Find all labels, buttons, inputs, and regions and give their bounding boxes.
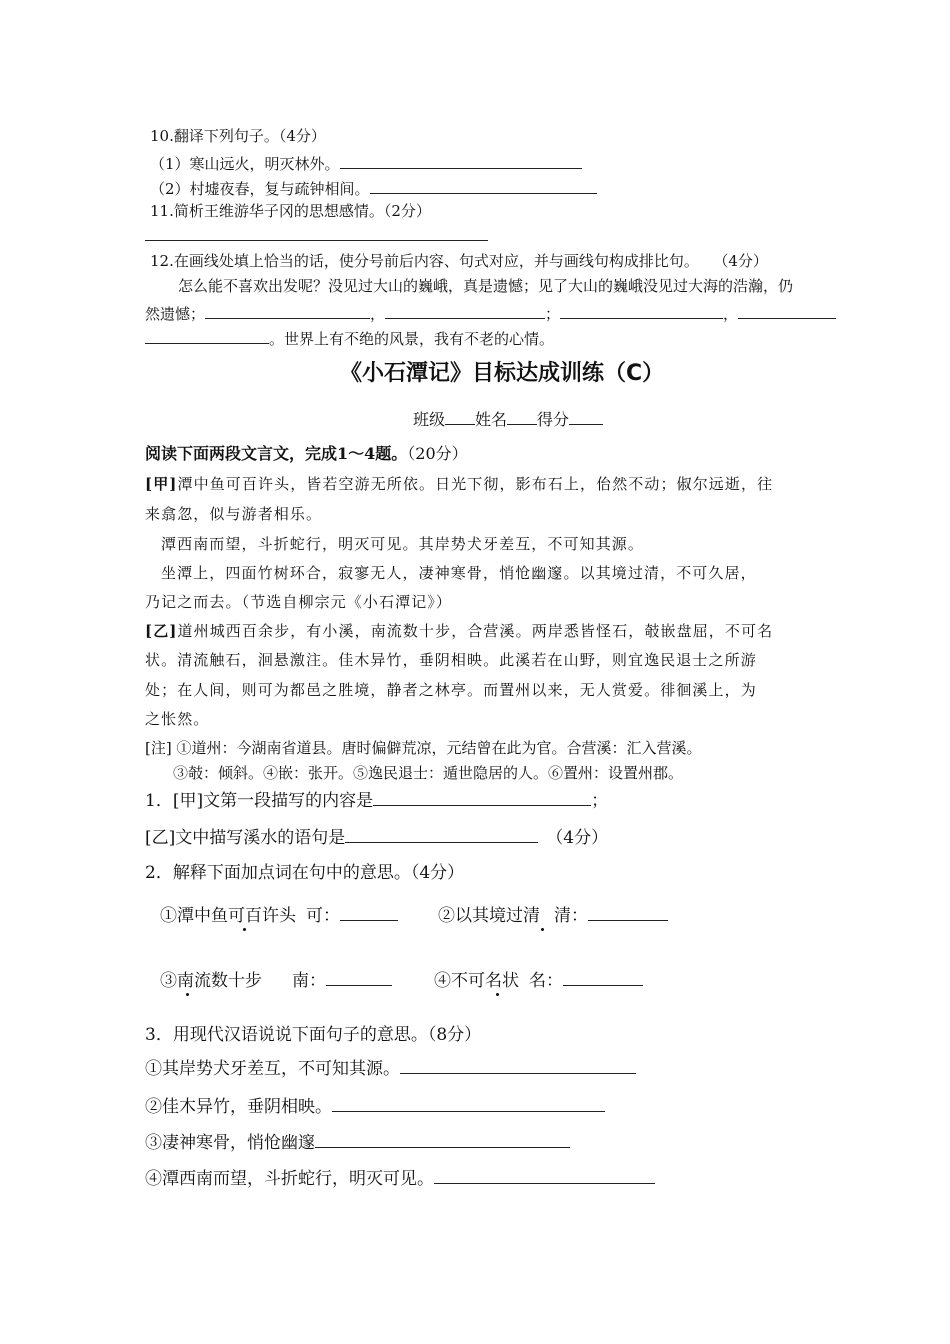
question-11: 11.简析王维游华子冈的思想感情。（2分） (150, 202, 431, 220)
passage-jia-line3: 潭西南而望，斗折蛇行，明灭可见。其岸势犬牙差互，不可知其源。 (161, 535, 645, 553)
answer-blank[interactable] (738, 304, 836, 319)
question-12-line3 (145, 329, 554, 347)
question-1a-text: 1．[甲]文第一段描写的内容是 (145, 791, 374, 811)
passage-jia-text: 潭中鱼可百许头，皆若空游无所依。日光下彻，影布石上，佁然不动；俶尔远逝，往 (177, 475, 774, 493)
separator: ， (723, 305, 739, 323)
question-2-3-word: 南： (292, 971, 326, 991)
answer-blank[interactable] (370, 179, 597, 194)
question-2-3-text: ③南流数十步 (160, 971, 262, 991)
question-12-line2-start: 然遗憾； (145, 305, 206, 323)
passage-yi-line2: 状。清流触石，洄悬激注。佳木异竹，垂阴相映。此溪若在山野，则宜逸民退士之所游 (145, 651, 757, 669)
instruction-bold: 阅读下面两段文言文，完成1～4题。 (145, 444, 408, 463)
answer-blank[interactable] (588, 906, 668, 921)
name-label: 姓名 (475, 410, 508, 429)
answer-blank[interactable] (145, 329, 269, 344)
answer-blank[interactable] (326, 971, 392, 986)
question-12 (150, 254, 768, 269)
class-info-line (413, 410, 603, 428)
question-3: 3．用现代汉语说说下面句子的意思。（8分） (145, 1025, 482, 1045)
answer-blank[interactable] (315, 1133, 570, 1148)
question-1b-text: [乙]文中描写溪水的语句是 (145, 828, 346, 848)
question-12-line1: 怎么能不喜欢出发呢？没见过大山的巍峨，真是遗憾；见了大山的巍峨没见过大海的浩瀚，仍 (178, 277, 794, 295)
notes-line2: ③攲：倾斜。④嵌：张开。⑤逸民退士：遁世隐居的人。⑥置州：设置州郡。 (173, 764, 684, 782)
page-title: 《小石潭记》目标达成训练（C） (340, 361, 665, 386)
question-10: 10.翻译下列句子。（4分） (150, 127, 326, 145)
answer-blank[interactable] (400, 1059, 636, 1074)
question-12-text: 12.在画线处填上恰当的话，使分号前后内容、句式对应，并与画线句构成排比句。 (150, 252, 699, 270)
question-12-line2 (145, 304, 836, 322)
passage-yi-label: [乙] (145, 622, 178, 640)
question-3-2-text: ②佳木异竹，垂阴相映。 (145, 1097, 332, 1117)
notes-line1: [注] ①道州：今湖南省道县。唐时偏僻荒凉，元结曾在此为官。合营溪：汇入营溪。 (145, 739, 702, 757)
answer-blank[interactable] (560, 304, 723, 319)
score-label: 得分 (537, 410, 570, 429)
question-10-2-text: （2）村墟夜春，复与疏钟相间。 (150, 180, 370, 198)
question-1a-end: ； (591, 791, 609, 811)
question-1b (145, 828, 608, 847)
class-blank[interactable] (445, 410, 475, 425)
question-2-4-text: ④不可名状 (434, 971, 519, 991)
passage-yi-line3: 处；在人间，则可为都邑之胜境，静者之林亭。而置州以来，无人赏爱。徘徊溪上，为 (145, 681, 757, 699)
question-2-4 (434, 971, 643, 990)
passage-yi-text: 道州城西百余步，有小溪，南流数十步，合营溪。两岸悉皆怪石，攲嵌盘屈，不可名 (177, 622, 774, 640)
question-10-2 (150, 179, 597, 197)
question-10-1-text: （1）寒山远火，明灭林外。 (150, 155, 340, 173)
question-2-2 (438, 906, 668, 925)
question-12-score: （4分） (720, 252, 768, 270)
score-blank[interactable] (569, 410, 603, 425)
instruction-score: （20分） (407, 444, 468, 463)
answer-blank[interactable] (345, 828, 538, 843)
passage-yi-line4: 之怅然。 (145, 710, 210, 728)
question-12-line3-end: 。世界上有不绝的风景，我有不老的心情。 (269, 330, 555, 348)
answer-blank[interactable] (340, 906, 398, 921)
passage-jia-line4: 坐潭上，四面竹树环合，寂寥无人，凄神寒骨，悄怆幽邃。以其境过清，不可久居， (161, 564, 757, 582)
question-2-1-word: 可： (306, 906, 340, 926)
emphasis-dot (243, 928, 246, 931)
answer-blank[interactable] (340, 154, 582, 169)
answer-blank[interactable] (434, 1169, 655, 1184)
answer-blank[interactable] (373, 791, 591, 806)
emphasis-dot (186, 993, 189, 996)
answer-blank[interactable] (205, 304, 370, 319)
question-10-1 (150, 154, 582, 172)
question-3-2 (145, 1097, 605, 1116)
question-2-3 (160, 971, 392, 990)
question-3-1 (145, 1059, 636, 1078)
question-2-1 (160, 906, 398, 925)
class-label: 班级 (413, 410, 446, 429)
question-2-2-word: 清： (554, 906, 588, 926)
question-3-3-text: ③凄神寒骨，悄怆幽邃 (145, 1133, 315, 1153)
passage-jia-label: [甲] (145, 475, 178, 493)
question-2-2-text: ②以其境过清 (438, 906, 540, 926)
question-1b-score: （4分） (546, 828, 609, 848)
answer-blank[interactable] (385, 304, 545, 319)
emphasis-dot (496, 993, 499, 996)
passage-jia-line1 (145, 477, 773, 492)
answer-blank[interactable] (563, 971, 643, 986)
question-3-3 (145, 1133, 570, 1152)
question-3-4-text: ④潭西南而望，斗折蛇行，明灭可见。 (145, 1169, 434, 1189)
name-blank[interactable] (507, 410, 537, 425)
emphasis-dot (541, 928, 544, 931)
question-3-1-text: ①其岸势犬牙差互，不可知其源。 (145, 1059, 400, 1079)
passage-jia-line5: 乃记之而去。（节选自柳宗元《小石潭记》） (145, 593, 453, 611)
passage-jia-line2: 来翕忽，似与游者相乐。 (145, 505, 323, 523)
question-3-4 (145, 1169, 655, 1188)
instruction (145, 446, 468, 462)
answer-line[interactable] (145, 240, 488, 241)
question-2-1-text: ①潭中鱼可百许头 (160, 906, 296, 926)
separator: ， (370, 305, 386, 323)
answer-blank[interactable] (332, 1097, 605, 1112)
question-2-4-word: 名： (529, 971, 563, 991)
passage-yi-line1 (145, 624, 773, 639)
separator: ； (545, 305, 561, 323)
question-1a (145, 791, 608, 810)
question-2: 2．解释下面加点词在句中的意思。（4分） (145, 863, 465, 883)
